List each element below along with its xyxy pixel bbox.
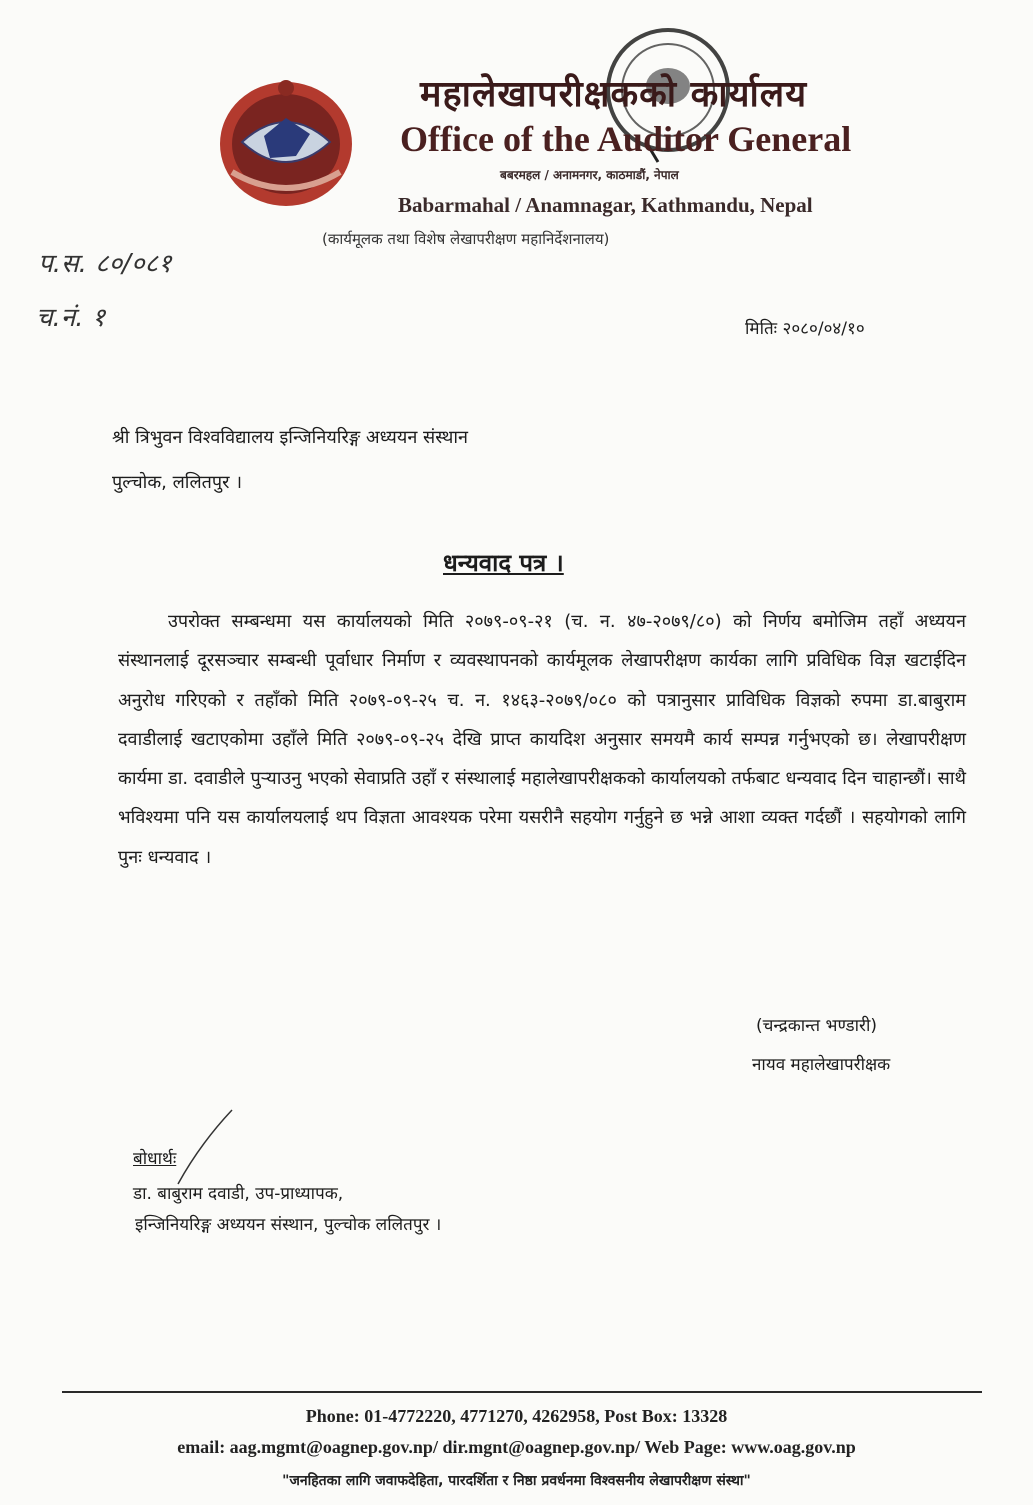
office-address-english: Babarmahal / Anamnagar, Kathmandu, Nepal — [398, 193, 813, 217]
footer-divider — [62, 1391, 982, 1393]
signatory-title: नायव महालेखापरीक्षक — [752, 1055, 891, 1075]
footer-email: email: aag.mgmt@oagnep.gov.np/ dir.mgnt@oagnep.gov.np/ Web Page: www.oag.gov.np — [177, 1437, 856, 1457]
dispatch-number: च.नं. १ — [36, 303, 106, 333]
nepal-emblem-icon — [212, 72, 360, 212]
recipient-line-1: श्री त्रिभुवन विश्वविद्यालय इन्जिनियरिङ्ग अध्ययन संस्थान — [112, 427, 468, 448]
office-name-english: Office of the Auditor General — [400, 119, 852, 159]
letter-title: धन्यवाद पत्र । — [443, 549, 564, 577]
department-name: (कार्यमूलक तथा विशेष लेखापरीक्षण महानिर्देशनालय) — [322, 230, 610, 248]
fiscal-year-ref: प.स. ८०/०८१ — [38, 249, 172, 279]
letter-body — [118, 602, 966, 877]
cc-line-1: डा. बाबुराम दवाडी, उप-प्राध्यापक, — [133, 1184, 344, 1204]
footer-phone: Phone: 01-4772220, 4771270, 4262958, Post Box: 13328 — [305, 1406, 728, 1426]
office-address-nepali: बबरमहल / अनामनगर, काठमाडौं, नेपाल — [500, 168, 679, 182]
letter-date: मितिः २०८०/०४/१० — [745, 319, 865, 339]
footer-motto: "जनहितका लागि जवाफदेहिता, पारदर्शिता र निष्ठा प्रवर्धनमा विश्वसनीय लेखापरीक्षण संस्था" — [282, 1473, 751, 1489]
office-name-nepali: महालेखापरीक्षकको कार्यालय — [420, 74, 808, 115]
recipient-line-2: पुल्चोक, ललितपुर । — [112, 472, 243, 493]
cc-line-2: इन्जिनियरिङ्ग अध्ययन संस्थान, पुल्चोक ललितपुर । — [135, 1215, 442, 1235]
signatory-name: (चन्द्रकान्त भण्डारी) — [756, 1016, 878, 1036]
body-paragraph: उपरोक्त सम्बन्धमा यस कार्यालयको मिति २०७९-०९-२१ (च. न. ४७-२०७९/८०) को निर्णय बमोजिम तहाँ अध्ययन संस्थानलाई दूरसञ्चार सम्बन्धी पूर्वाधार निर्माण र व्यवस्थापनको कार्यमूलक लेखापरीक्षण कार्यका लागि प्रविधिक विज्ञ खटाईदिन अनुरोध गरिएको र तहाँको मिति २०७९-०९-२५ च. न. १४६३-२०७९/०८० को पत्रानुसार प्राविधिक विज्ञको रुपमा डा.बाबुराम दवाडीलाई खटाएकोमा उहाँले मिति २०७९-०९-२५ देखि प्राप्त कायदिश अनुसार समयमै कार्य सम्पन्न गर्नुभएको छ। लेखापरीक्षण कार्यमा डा. दवाडीले पुऱ्याउनु भएको सेवाप्रति उहाँ र संस्थालाई महालेखापरीक्षकको कार्यालयको तर्फबाट धन्यवाद दिन चाहान्छौं। साथै भविश्यमा पनि यस कार्यालयलाई थप विज्ञता आवश्यक परेमा यसरीनै सहयोग गर्नुहुने छ भन्ने आशा व्यक्त गर्दछौं । सहयोगको लागि पुनः धन्यवाद । — [118, 611, 966, 868]
cc-label: बोधार्थः — [133, 1149, 177, 1169]
